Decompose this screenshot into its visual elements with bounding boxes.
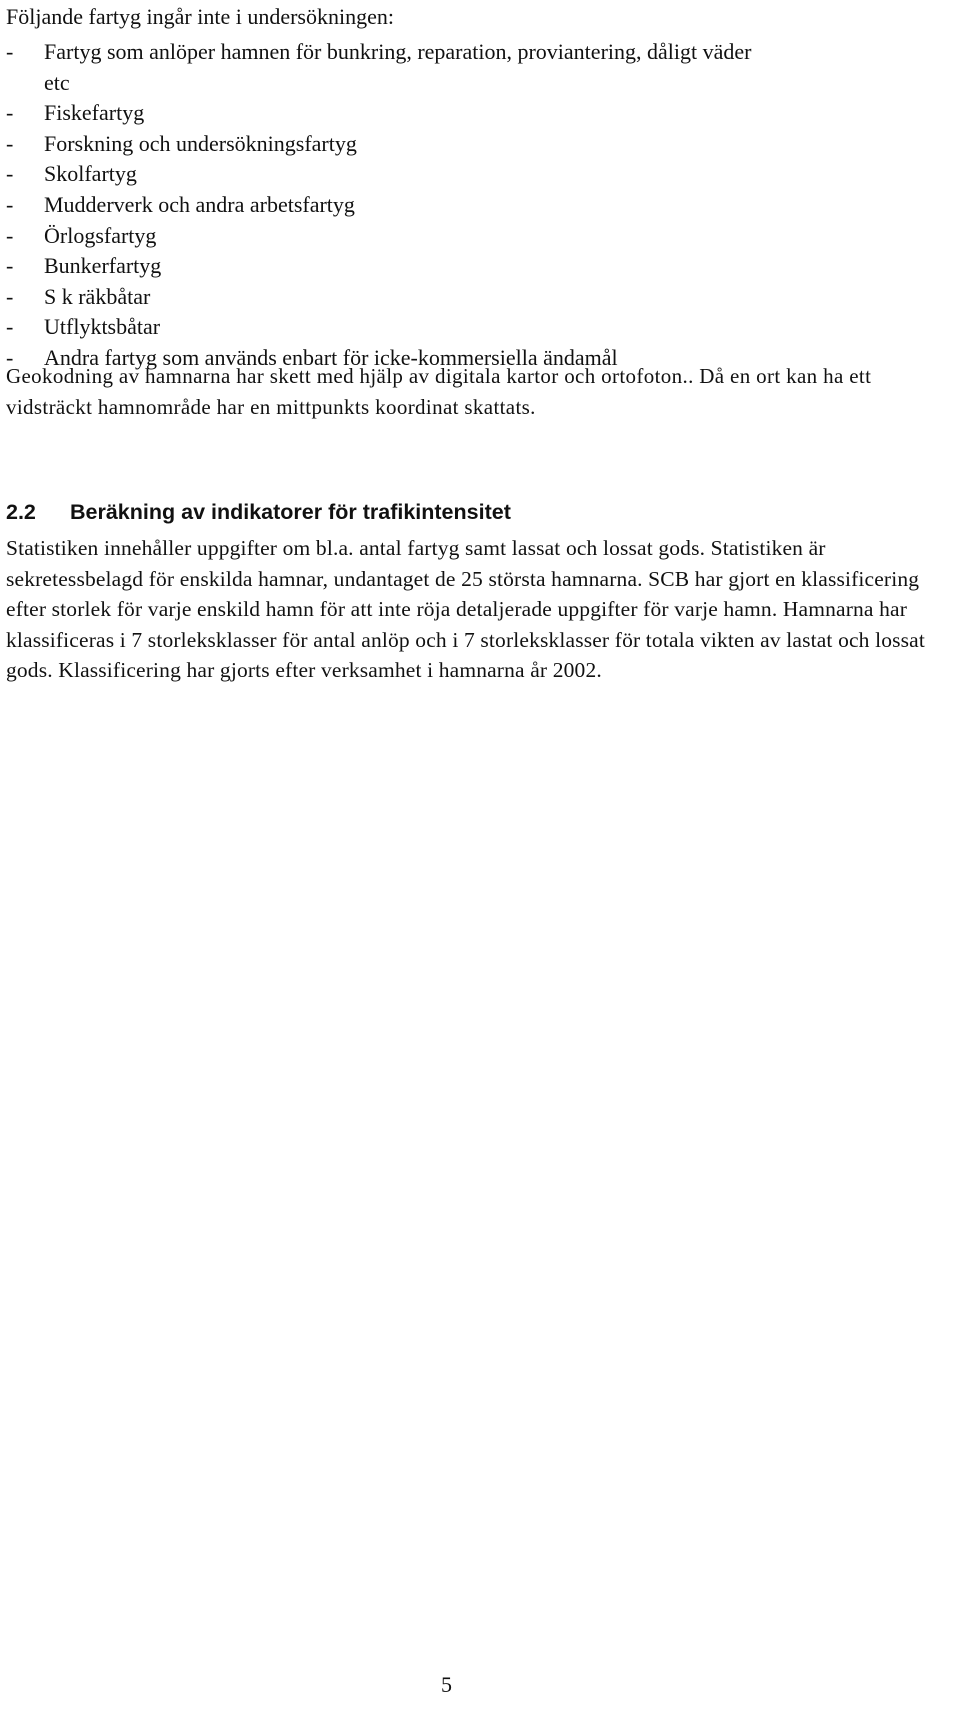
list-item [6, 190, 946, 221]
list-marker: - [6, 253, 14, 279]
list-marker: - [6, 222, 14, 248]
list-item-text: Skolfartyg [44, 161, 137, 187]
list-item [6, 98, 946, 129]
list-item [6, 282, 946, 313]
list-marker: - [6, 283, 14, 309]
list-item-text: Forskning och undersökningsfartyg [44, 130, 357, 156]
section-paragraph: Statistiken innehåller uppgifter om bl.a. antal fartyg samt lassat och lossat gods. Statistiken är sekretessbelagd för enskilda hamnar, undantaget de 25 största hamnarna. SCB har gjort en klassificering efter storlek för varje enskild hamn för att inte röja detaljerade uppgifter för varje hamn. Hamnarna har klassificeras i 7 storleksklasser för antal anlöp och i 7 storleksklasser för totala vikten av lastat och lossat gods. Klassificering har gjorts efter verksamhet i hamnarna år 2002. [6, 536, 925, 683]
section-heading [6, 498, 511, 526]
intro-text: Följande fartyg ingår inte i undersökningen: [6, 4, 394, 29]
list-item-text: Fiskefartyg [44, 100, 145, 126]
section-title: Beräkning av indikatorer för trafikintensitet [70, 500, 511, 524]
list-item-text: Fartyg som anlöper hamnen för bunkring, reparation, proviantering, dåligt väder etc [44, 39, 752, 95]
list-item-text: Bunkerfartyg [44, 253, 162, 279]
excluded-vessels-list [6, 37, 946, 374]
list-item-text: Örlogsfartyg [44, 222, 157, 248]
list-item [6, 221, 946, 252]
page-number: 5 [441, 1672, 452, 1697]
list-item [6, 129, 946, 160]
list-marker: - [6, 39, 14, 64]
list-item-text: Mudderverk och andra arbetsfartyg [44, 191, 355, 217]
section-number: 2.2 [6, 500, 36, 524]
list-item [6, 312, 946, 343]
list-item-text: Utflyktsbåtar [44, 314, 161, 340]
list-marker: - [6, 130, 14, 156]
list-marker: - [6, 314, 14, 340]
list-item-text: S k räkbåtar [44, 283, 151, 309]
list-marker: - [6, 161, 14, 187]
list-marker: - [6, 344, 14, 370]
list-item [6, 251, 946, 282]
list-marker: - [6, 191, 14, 217]
list-item [6, 159, 946, 190]
list-item [6, 37, 946, 98]
list-item-text: Andra fartyg som används enbart för icke-kommersiella ändamål [44, 344, 618, 370]
geocoding-paragraph: Geokodning av hamnarna har skett med hjälp av digitala kartor och ortofoton.. Då en ort kan ha ett vidsträckt hamnområde har en mittpunkts koordinat skattats. [6, 364, 872, 419]
list-marker: - [6, 100, 14, 126]
